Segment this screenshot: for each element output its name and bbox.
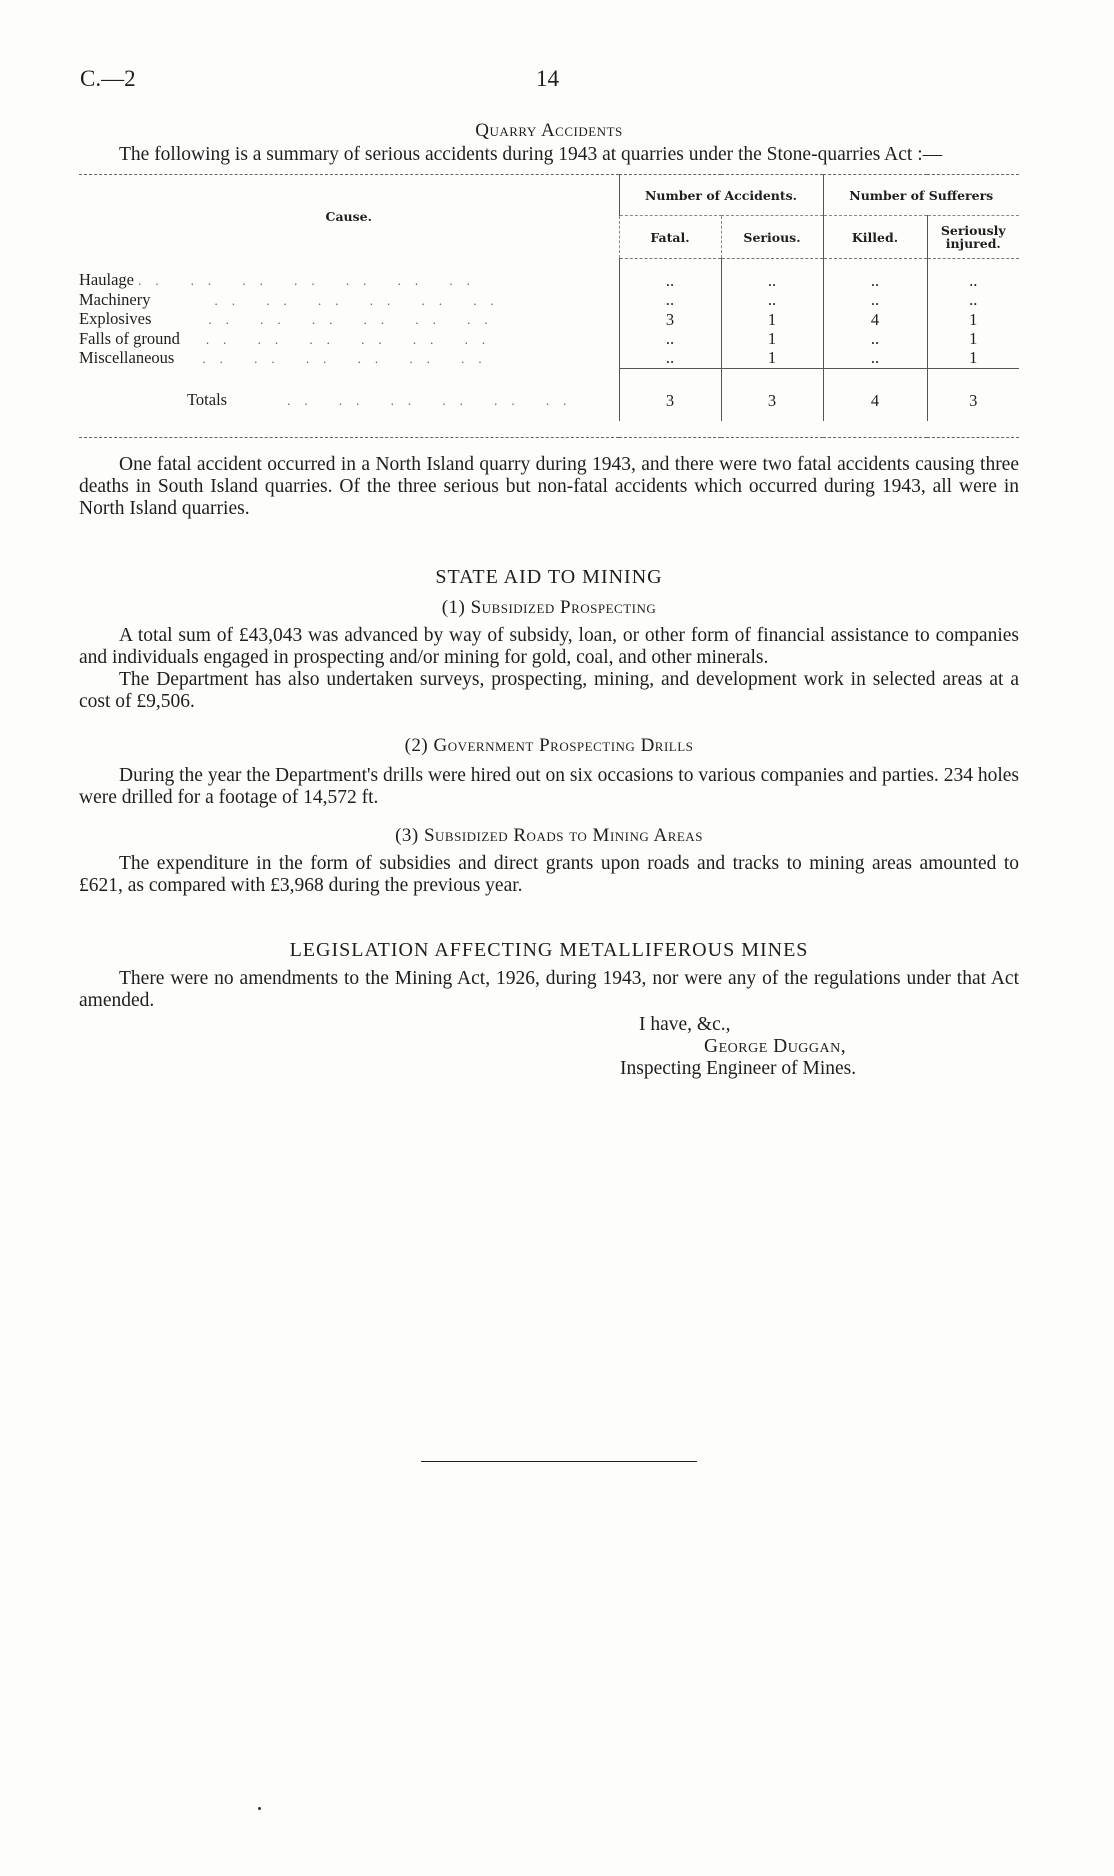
serious-value: .. (721, 291, 823, 311)
subsidized-roads-paragraph: The expenditure in the form of subsidies and direct grants upon roads and tracks to mining areas amounted to £621, as compared with £3,968 during the previous year. (79, 853, 1019, 896)
table-row: Miscellaneous .. .. .. .. .. .. .. 1 .. 1 (79, 349, 1019, 369)
cause-label: Falls of ground (79, 328, 180, 348)
killed-value: .. (823, 291, 927, 311)
cause-label: Machinery (79, 289, 151, 309)
signatory-name: George Duggan, (704, 1036, 847, 1057)
cause-label: Explosives (79, 309, 152, 328)
quarry-intro-paragraph: The following is a summary of serious accidents during 1943 at quarries under the Stone-quarries Act :— (119, 144, 943, 165)
injured-value: 1 (927, 330, 1019, 350)
accidents-group-header: Number of Accidents. (619, 175, 823, 216)
signatory-title: Inspecting Engineer of Mines. (620, 1058, 857, 1079)
cause-column-header: Cause. (325, 209, 372, 225)
serious-value: .. (721, 271, 823, 291)
fatal-value: .. (619, 291, 721, 311)
document-reference: C.—2 (80, 66, 136, 91)
killed-value: .. (823, 330, 927, 350)
table-row: Explosives .. .. .. .. .. .. 3 1 4 1 (79, 310, 1019, 330)
table-row: Machinery .. .. .. .. .. .. .. .. .. .. (79, 291, 1019, 311)
prospecting-drills-heading: (2) Government Prospecting Drills (404, 735, 694, 756)
subsidized-roads-heading: (3) Subsidized Roads to Mining Areas (395, 825, 703, 846)
total-serious-value: 3 (721, 381, 823, 421)
injured-value: 1 (927, 349, 1019, 369)
state-aid-heading: STATE AID TO MINING (435, 566, 663, 588)
total-fatal-value: 3 (619, 381, 721, 421)
closing-line: I have, &c., (639, 1014, 731, 1035)
fatal-column-header: Fatal. (619, 216, 721, 259)
injured-value: 1 (927, 310, 1019, 330)
legislation-heading: LEGISLATION AFFECTING METALLIFEROUS MINES (289, 939, 809, 961)
end-rule (421, 1461, 697, 1462)
subsidized-prospecting-heading: (1) Subsidized Prospecting (441, 597, 657, 618)
cause-label: Miscellaneous (79, 348, 175, 367)
killed-value: .. (823, 271, 927, 291)
injured-value: .. (927, 271, 1019, 291)
serious-value: 1 (721, 349, 823, 369)
fatal-value: 3 (619, 310, 721, 330)
serious-value: 1 (721, 330, 823, 350)
fatal-value: .. (619, 330, 721, 350)
page-number: 14 (536, 66, 559, 91)
serious-column-header: Serious. (721, 216, 823, 259)
quarry-summary-paragraph: One fatal accident occurred in a North Island quarry during 1943, and there were two fatal accidents causing three deaths in South Island quarries. Of the three serious but non-fatal accidents which occurred during 1943, all were in North Island quarries. (79, 454, 1019, 519)
killed-column-header: Killed. (823, 216, 927, 259)
seriously-injured-column-header: Seriously injured. (927, 216, 1019, 259)
quarry-accidents-table (79, 174, 1019, 438)
fatal-value: .. (619, 271, 721, 291)
serious-value: 1 (721, 310, 823, 330)
sufferers-group-header: Number of Sufferers (823, 175, 1019, 216)
cause-label: Haulage (79, 270, 134, 289)
total-killed-value: 4 (823, 381, 927, 421)
killed-value: 4 (823, 310, 927, 330)
table-row: Falls of ground .. .. .. .. .. .. .. 1 .. 1 (79, 330, 1019, 350)
subsidized-prospecting-paragraph-1: A total sum of £43,043 was advanced by way of subsidy, loan, or other form of financial assistance to companies and individuals engaged in prospecting and/or mining for gold, coal, and other minerals. (79, 625, 1019, 668)
fatal-value: .. (619, 349, 721, 369)
page-content (79, 120, 1019, 1080)
prospecting-drills-paragraph: During the year the Department's drills were hired out on six occasions to various companies and parties. 234 holes were drilled for a footage of 14,572 ft. (79, 765, 1019, 808)
totals-row: Totals .. .. .. .. .. .. 3 3 4 3 (79, 381, 1019, 421)
totals-label: Totals (187, 390, 228, 410)
quarry-accidents-heading: Quarry Accidents (475, 120, 623, 141)
total-injured-value: 3 (927, 381, 1019, 421)
subsidized-prospecting-paragraph-2: The Department has also undertaken surveys, prospecting, mining, and development work in selected areas at a cost of £9,506. (79, 669, 1019, 712)
injured-value: .. (927, 291, 1019, 311)
killed-value: .. (823, 349, 927, 369)
legislation-paragraph: There were no amendments to the Mining Act, 1926, during 1943, nor were any of the regulations under that Act amended. (79, 968, 1019, 1011)
page-mark (258, 1807, 261, 1810)
table-row: Haulage .. .. .. .. .. .. .. .. .. .. .. (79, 271, 1019, 291)
